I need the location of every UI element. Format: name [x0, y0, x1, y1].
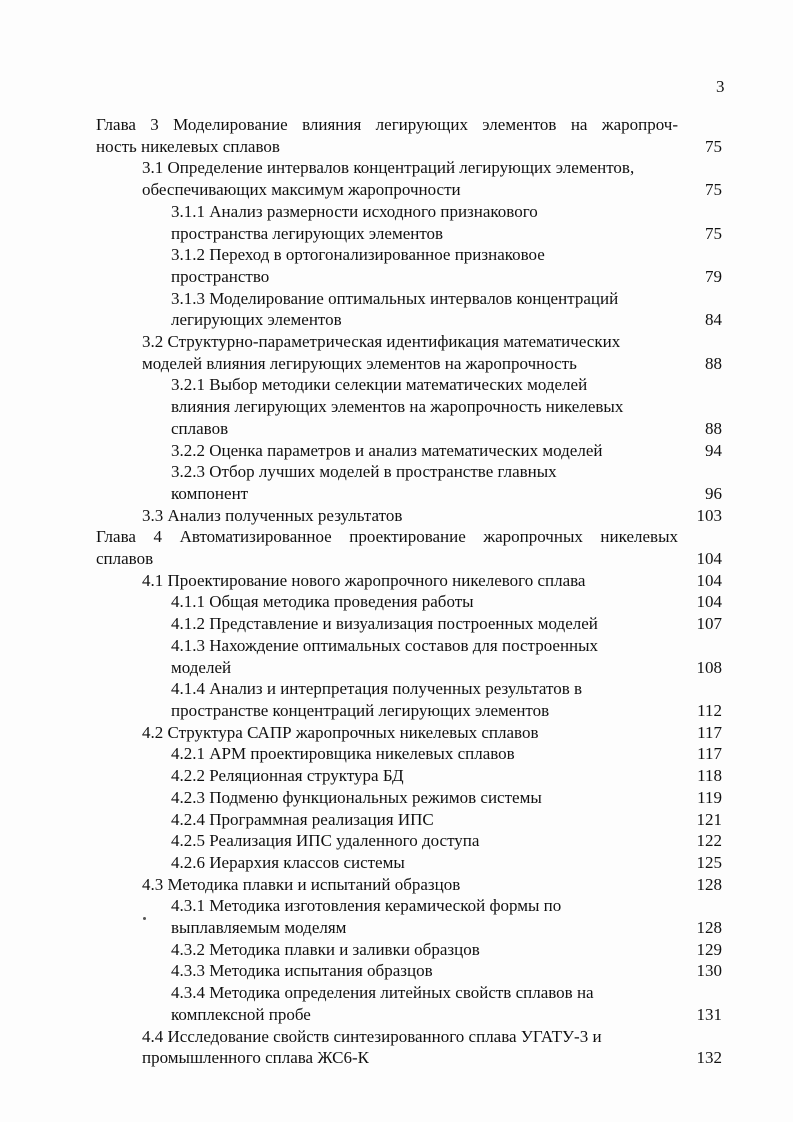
- toc-entry-page: 75: [705, 136, 722, 156]
- toc-entry: [96, 526, 732, 569]
- toc-entry-title-line: 4.3.4 Методика определения литейных свойств сплавов на: [171, 983, 594, 1003]
- toc-entry-page: 88: [705, 418, 722, 438]
- toc-entry-title-line: обеспечивающих максимум жаропрочности: [142, 180, 461, 200]
- toc-entry: [96, 505, 732, 527]
- toc-entry: [96, 114, 732, 157]
- toc-entry-page: 128: [696, 874, 722, 894]
- toc-entry-title-line: ность никелевых сплавов: [96, 136, 280, 156]
- toc-entry: [96, 678, 732, 721]
- toc-entry-page: 132: [696, 1048, 722, 1068]
- toc-entry-title-line: 4.3.1 Методика изготовления керамической формы по: [171, 896, 562, 916]
- toc-entry: [96, 960, 732, 982]
- toc-entry-title-line: 4.2.3 Подменю функциональных режимов системы: [171, 787, 542, 807]
- toc-entry-title-line: пространство: [171, 266, 270, 286]
- toc-entry-page: 131: [696, 1004, 722, 1024]
- toc-entry-title-line: промышленного сплава ЖС6-К: [142, 1048, 369, 1068]
- toc-entry-title-line: 4.4 Исследование свойств синтезированного сплава УГАТУ-3 и: [142, 1026, 602, 1046]
- toc-entry: [96, 830, 732, 852]
- toc-entry-title-line: 4.2 Структура САПР жаропрочных никелевых сплавов: [142, 722, 539, 742]
- toc-entry: [96, 895, 732, 938]
- toc-entry-title-line: пространстве концентраций легирующих элементов: [171, 700, 550, 720]
- toc-entry-title-line: сплавов: [171, 418, 229, 438]
- toc-entry-title-line: 3.2.2 Оценка параметров и анализ математических моделей: [171, 440, 603, 460]
- toc-entry: [96, 787, 732, 809]
- toc-entry: [96, 765, 732, 787]
- toc-entry-page: 112: [697, 700, 722, 720]
- toc-entry-title-line: комплексной пробе: [171, 1004, 311, 1024]
- toc-entry-title-line: выплавляемым моделям: [171, 918, 347, 938]
- toc-entry-title-line: 3.2 Структурно-параметрическая идентификация математических: [142, 332, 621, 352]
- toc-entry-title-line: сплавов: [96, 549, 154, 569]
- toc-entry-title-line: моделей: [171, 657, 232, 677]
- toc-entry-title-line: 3.1.2 Переход в ортогонализированное признаковое: [171, 245, 545, 265]
- toc-entry-page: 128: [696, 918, 722, 938]
- toc-entry: [96, 244, 732, 287]
- toc-entry-title-line: 4.1.4 Анализ и интерпретация полученных результатов в: [171, 679, 582, 699]
- toc-entry: [96, 461, 732, 504]
- toc-entry-page: 125: [696, 852, 722, 872]
- toc-entry-title-line: Глава 3 Моделирование влияния легирующих элементов на жаропроч-: [96, 115, 678, 134]
- toc-entry-title-line: компонент: [171, 483, 249, 503]
- toc-entry-title-line: 3.1.1 Анализ размерности исходного признакового: [171, 201, 538, 221]
- toc-entry-title-line: 4.3.2 Методика плавки и заливки образцов: [171, 939, 480, 959]
- toc-entry-title-line: 4.1.1 Общая методика проведения работы: [171, 592, 474, 612]
- toc-entry: [96, 1026, 732, 1069]
- toc-entry: [96, 157, 732, 200]
- toc-entry-page: 107: [696, 614, 722, 634]
- toc-entry-page: 117: [697, 744, 722, 764]
- toc-entry-page: 121: [696, 809, 722, 829]
- toc-entry-page: 103: [696, 505, 722, 525]
- toc-entry-title-line: 4.1 Проектирование нового жаропрочного никелевого сплава: [142, 570, 586, 590]
- toc-entry-page: 75: [705, 180, 722, 200]
- toc-entry: [96, 591, 732, 613]
- toc-entry: [96, 201, 732, 244]
- toc-entry-title-line: легирующих элементов: [171, 310, 342, 330]
- toc-entry: [96, 939, 732, 961]
- toc-entry-page: 96: [705, 483, 722, 503]
- toc-entry: [96, 874, 732, 896]
- scan-speck: [143, 917, 146, 920]
- toc-entry-page: 129: [696, 939, 722, 959]
- toc-entry-page: 108: [696, 657, 722, 677]
- toc-entry-page: 122: [696, 831, 722, 851]
- toc-entry: [96, 374, 732, 439]
- toc-entry-page: 75: [705, 223, 722, 243]
- toc-entry-title-line: пространства легирующих элементов: [171, 223, 444, 243]
- toc-entry: [96, 743, 732, 765]
- toc-entry-page: 118: [697, 766, 722, 786]
- toc-entry-title-line: 3.3 Анализ полученных результатов: [142, 505, 403, 525]
- toc-entry-title-line: 3.1.3 Моделирование оптимальных интервалов концентраций: [171, 288, 619, 308]
- toc-entry-title-line: 4.2.4 Программная реализация ИПС: [171, 809, 434, 829]
- toc-entry: [96, 809, 732, 831]
- toc-entry: [96, 722, 732, 744]
- toc-entry-title-line: моделей влияния легирующих элементов на жаропрочность: [142, 353, 577, 373]
- toc-entry-page: 104: [696, 549, 722, 569]
- toc-entry-title-line: Глава 4 Автоматизированное проектирование жаропрочных никелевых: [96, 527, 678, 547]
- toc-entry-page: 94: [705, 440, 722, 460]
- toc-entry-title-line: 4.2.5 Реализация ИПС удаленного доступа: [171, 831, 480, 851]
- toc-entry: [96, 852, 732, 874]
- toc-entry-title-line: 4.2.6 Иерархия классов системы: [171, 852, 405, 872]
- toc-entry-page: 117: [697, 722, 722, 742]
- toc-entry-title-line: 3.2.1 Выбор методики селекции математических моделей: [171, 375, 588, 395]
- toc-entry-page: 119: [697, 787, 722, 807]
- page-number: 3: [716, 77, 725, 96]
- toc-entry-title-line: 4.2.2 Реляционная структура БД: [171, 766, 404, 786]
- toc-entry-title-line: 4.2.1 АРМ проектировщика никелевых сплавов: [171, 744, 515, 764]
- toc-entry-title-line: 4.3 Методика плавки и испытаний образцов: [142, 874, 461, 894]
- toc-entry-page: 84: [705, 310, 722, 330]
- toc-entry: [96, 331, 732, 374]
- toc-entry-page: 104: [696, 570, 722, 590]
- toc-entry: [96, 613, 732, 635]
- toc-entry: [96, 635, 732, 678]
- toc-entry-page: 130: [696, 961, 722, 981]
- toc-entry: [96, 288, 732, 331]
- toc-entry-title-line: 4.1.3 Нахождение оптимальных составов для построенных: [171, 635, 599, 655]
- toc-entry: [96, 440, 732, 462]
- toc-entry-title-line: 3.2.3 Отбор лучших моделей в пространстве главных: [171, 462, 557, 482]
- toc-entry-page: 104: [696, 592, 722, 612]
- toc-entry: [96, 570, 732, 592]
- table-of-contents: [96, 114, 732, 1069]
- toc-entry-page: 79: [705, 266, 722, 286]
- toc-entry-title-line: 4.3.3 Методика испытания образцов: [171, 961, 433, 981]
- toc-entry: [96, 982, 732, 1025]
- toc-entry-page: 88: [705, 353, 722, 373]
- toc-entry-title-line: 4.1.2 Представление и визуализация построенных моделей: [171, 614, 598, 634]
- toc-entry-title-line: 3.1 Определение интервалов концентраций легирующих элементов,: [142, 158, 635, 178]
- toc-entry-title-line: влияния легирующих элементов на жаропрочность никелевых: [171, 397, 624, 417]
